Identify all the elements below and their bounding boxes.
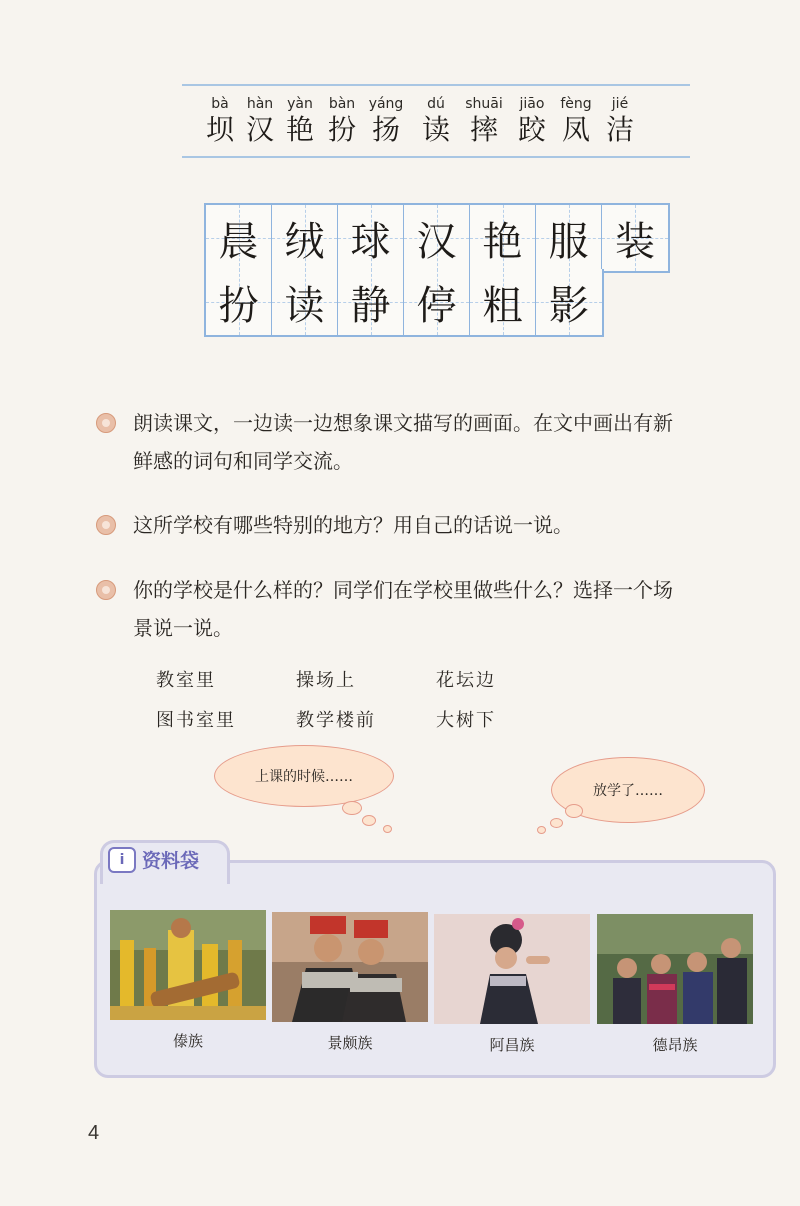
question-3-line-1: 你的学校是什么样的？同学们在学校里做些什么？选择一个场: [133, 578, 673, 602]
vocab-pinyin: bà: [211, 96, 229, 112]
thought-bubble-left: 上课的时候……: [214, 745, 394, 807]
photo-deang: [597, 914, 753, 1024]
question-3: [133, 571, 783, 647]
vocab-row: [196, 96, 676, 160]
grid-char: 艳: [482, 218, 523, 265]
vocab-item: [460, 96, 508, 148]
grid-cell: [470, 205, 536, 271]
writing-grid-row-1: [204, 203, 670, 273]
grid-char: 晨: [218, 218, 259, 265]
scene-word: 图书室里: [156, 710, 236, 731]
vocab-bottom-rule: [182, 156, 690, 158]
grid-char: 静: [350, 282, 391, 329]
info-tab-label: 资料袋: [142, 850, 200, 872]
grid-cell: [536, 205, 602, 271]
grid-cell: [272, 205, 338, 271]
photo-caption: 景颇族: [327, 1034, 373, 1052]
question-bullet-icon: [96, 580, 116, 600]
question-1-line-1: 朗读课文，一边读一边想象课文描写的画面。在文中画出有新: [133, 411, 673, 435]
grid-char: 扮: [218, 282, 259, 329]
vocab-pinyin: fèng: [560, 96, 592, 112]
scene-word: 操场上: [296, 670, 356, 691]
thought-bubble-dot: [550, 818, 563, 828]
grid-cell: [404, 205, 470, 271]
photo-jingpo: [272, 912, 428, 1022]
vocab-item: [362, 96, 410, 148]
photo-dai: [110, 910, 266, 1020]
grid-cell: [206, 269, 272, 335]
vocab-char: 扮: [327, 113, 356, 146]
grid-char: 汉: [416, 218, 457, 265]
grid-cell: [272, 269, 338, 335]
question-1: [133, 404, 783, 480]
scene-word: 教学楼前: [296, 710, 376, 731]
vocab-item: [552, 96, 600, 148]
grid-char: 影: [549, 282, 589, 329]
photo-caption: 德昂族: [652, 1036, 698, 1054]
grid-char: 停: [416, 282, 457, 329]
vocab-pinyin: shuāi: [465, 96, 503, 112]
vocab-pinyin: yàn: [287, 96, 313, 112]
vocab-char: 扬: [371, 113, 400, 146]
page-number: 4: [88, 1122, 100, 1144]
grid-cell: [338, 269, 404, 335]
thought-bubble-dot: [537, 826, 546, 834]
thought-bubble-dot: [383, 825, 392, 833]
question-2: 这所学校有哪些特别的地方？用自己的话说一说。: [133, 513, 573, 537]
thought-bubble-dot: [342, 801, 362, 815]
vocab-pinyin: jiāo: [519, 96, 545, 112]
writing-grid-row-2: [204, 269, 604, 337]
info-bag-icon: i: [108, 847, 136, 873]
grid-cell: [206, 205, 272, 271]
scene-word: 教室里: [156, 670, 216, 691]
photo-caption: 阿昌族: [489, 1036, 535, 1054]
vocab-char: 汉: [245, 113, 274, 146]
vocab-pinyin: jié: [611, 96, 629, 112]
photo-achang: [434, 914, 590, 1024]
vocab-pinyin: hàn: [246, 96, 274, 112]
question-3-line-2: 景说一说。: [133, 616, 233, 640]
grid-char: 服: [548, 218, 589, 265]
vocab-pinyin: yáng: [368, 96, 404, 112]
scene-word: 花坛边: [436, 670, 496, 691]
vocab-item: [276, 96, 324, 148]
grid-cell: [536, 269, 602, 335]
info-tab-content: [108, 846, 199, 873]
question-bullet-icon: [96, 413, 116, 433]
vocab-char: 凤: [561, 113, 590, 146]
vocab-char: 艳: [285, 113, 314, 146]
vocab-pinyin: bàn: [328, 96, 356, 112]
grid-cell: [404, 269, 470, 335]
vocab-char: 洁: [605, 113, 634, 146]
vocab-char: 跤: [517, 113, 546, 146]
grid-cell: [338, 205, 404, 271]
grid-char: 绒: [284, 218, 325, 265]
grid-char: 装: [615, 218, 655, 265]
vocab-item: [412, 96, 460, 148]
grid-cell: [470, 269, 536, 335]
question-bullet-icon: [96, 515, 116, 535]
vocab-pinyin: dú: [427, 96, 445, 112]
grid-char: 粗: [482, 282, 523, 329]
vocab-item: [318, 96, 366, 148]
vocab-item: [508, 96, 556, 148]
thought-bubble-dot: [565, 804, 583, 818]
thought-bubble-right: 放学了……: [551, 757, 705, 823]
vocab-item: [596, 96, 644, 148]
vocab-char: 摔: [469, 113, 498, 146]
photo-caption: 傣族: [172, 1032, 203, 1050]
grid-cell: [602, 205, 668, 271]
thought-bubble-dot: [362, 815, 376, 826]
vocab-top-rule: [182, 84, 690, 86]
vocab-char: 坝: [205, 113, 234, 146]
vocab-char: 读: [421, 113, 450, 146]
scene-word: 大树下: [436, 710, 496, 731]
grid-char: 球: [350, 218, 391, 265]
grid-char: 读: [284, 282, 325, 329]
question-1-line-2: 鲜感的词句和同学交流。: [133, 449, 353, 473]
